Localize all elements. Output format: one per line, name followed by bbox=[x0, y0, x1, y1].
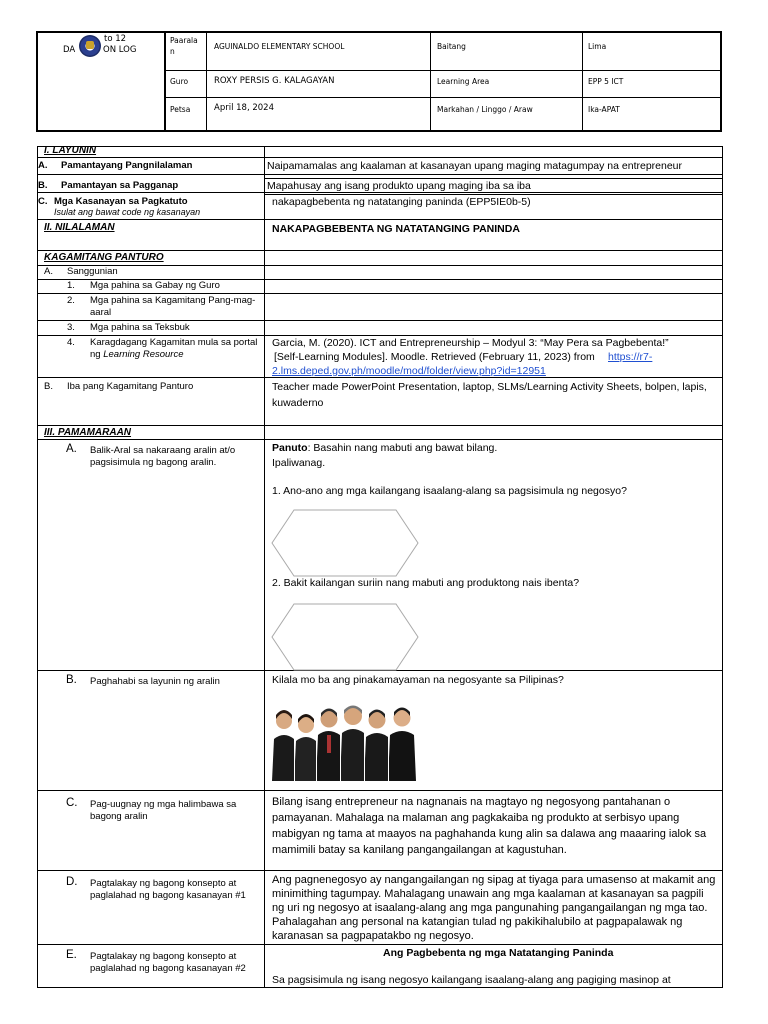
layunin-heading: I. LAYUNIN bbox=[44, 145, 97, 156]
header-divider bbox=[164, 31, 166, 132]
layunin-a-value: Naipamamalas ang kaalaman at kasanayan upang maging matagumpay na entrepreneur bbox=[267, 160, 683, 172]
ipaliwanag-text: Ipaliwanag. bbox=[272, 457, 326, 469]
item2-label-cont: aaral bbox=[90, 307, 112, 318]
kagamitan-b-label: Iba pang Kagamitang Panturo bbox=[67, 381, 194, 392]
step-a-label-cont: pagsisimula ng bagong aralin. bbox=[90, 457, 217, 468]
row-divider bbox=[37, 870, 723, 871]
panuto-label: Panuto bbox=[272, 442, 308, 454]
step-c-label: Pag-uugnay ng mga halimbawa sa bbox=[90, 799, 237, 810]
nilalaman-value: NAKAPAGBEBENTA NG NATATANGING PANINDA bbox=[272, 223, 520, 235]
layunin-c-value: nakapagbebenta ng natatanging paninda (EPP5IE0b-5) bbox=[272, 196, 531, 208]
step-d-paragraph: Ang pagnenegosyo ay nangangailangan ng sipag at tiyaga para umasenso at makamit ang minimithing tagumpay. Mahalagang unawain ang mga kaalaman at kasanayan sa pagpili ng uri ng negosyo at isaalang-alang ang mga pangunahing pangangailangan ng mga tao. Pahalagahan ang personal na katangian tulad ng pakikihalubilo at pagpapalawak ng karanasan sa pagpapatakbo ng negosyo. bbox=[272, 874, 716, 942]
form-title-line2-left: DA bbox=[63, 45, 76, 55]
reference-citation-cont: [Self-Learning Modules]. Moodle. Retrieved (February 11, 2023) from bbox=[274, 351, 595, 363]
kagamitan-a-letter: A. bbox=[44, 266, 53, 277]
column-divider bbox=[264, 146, 265, 988]
teacher-name: ROXY PERSIS G. KALAGAYAN bbox=[214, 76, 335, 86]
paaralan-label: Paarala bbox=[170, 36, 198, 45]
item2-number: 2. bbox=[67, 295, 75, 306]
layunin-a-label: Pamantayang Pangnilalaman bbox=[61, 160, 193, 171]
petsa-label: Petsa bbox=[170, 105, 191, 114]
step-d-label-cont: paglalahad ng bagong kasanayan #1 bbox=[90, 890, 246, 901]
step-c-letter: C. bbox=[66, 797, 78, 809]
layunin-b-label: Pamantayan sa Pagganap bbox=[61, 180, 179, 191]
reference-link[interactable]: https://r7- bbox=[608, 351, 653, 363]
markahan-label: Markahan / Linggo / Araw bbox=[437, 105, 533, 114]
kagamitan-b-letter: B. bbox=[44, 381, 53, 392]
row-divider bbox=[37, 320, 723, 321]
step-e-title: Ang Pagbebenta ng mga Natatanging Paninda bbox=[383, 947, 614, 959]
step-e-label: Pagtalakay ng bagong konsepto at bbox=[90, 951, 237, 962]
header-divider bbox=[206, 31, 207, 132]
step-c-paragraph: Bilang isang entrepreneur na nagnanais na magtayo ng negosyong pantahanan o pamayanan. Mahalaga na malaman ang pagkakaiba ng produkto at serbisyo upang mabigyan ng tama at maayos na paghahanda kung alin sa dalawa ang maaaring ialok sa mamimili batay sa kanilang pangangailangan at kagustuhan. bbox=[272, 796, 707, 856]
row-divider bbox=[37, 790, 723, 791]
item4-number: 4. bbox=[67, 337, 75, 348]
row-divider bbox=[37, 250, 723, 251]
item4-label-italic: Learning Resource bbox=[103, 349, 184, 360]
row-divider bbox=[37, 944, 723, 945]
learning-area-label: Learning Area bbox=[437, 77, 490, 86]
lesson-date: April 18, 2024 bbox=[214, 103, 274, 113]
row-divider bbox=[37, 265, 723, 266]
item4-label-prefix: ng bbox=[90, 349, 101, 360]
row-divider bbox=[37, 174, 723, 175]
step-a-letter: A. bbox=[66, 443, 77, 455]
header-divider bbox=[164, 70, 722, 71]
header-divider bbox=[582, 31, 583, 132]
row-divider bbox=[37, 335, 723, 336]
row-divider bbox=[37, 293, 723, 294]
pamamaraan-heading: III. PAMAMARAAN bbox=[44, 427, 132, 438]
row-divider bbox=[37, 439, 723, 440]
step-d-letter: D. bbox=[66, 876, 78, 888]
row-divider bbox=[37, 157, 723, 158]
row-divider bbox=[37, 219, 723, 220]
businessmen-group-photo bbox=[272, 699, 422, 781]
layunin-b-letter: B. bbox=[38, 180, 48, 191]
layunin-c-letter: C. bbox=[38, 196, 48, 207]
row-divider bbox=[37, 425, 723, 426]
answer-hexagon-2 bbox=[270, 602, 420, 672]
deped-seal-icon bbox=[79, 35, 101, 57]
step-c-label-cont: bagong aralin bbox=[90, 811, 148, 822]
item4-label-cont bbox=[90, 349, 184, 361]
kagamitan-heading: KAGAMITANG PANTURO bbox=[44, 252, 164, 263]
form-title-line2-right: ON LOG bbox=[103, 45, 137, 55]
step-e-letter: E. bbox=[66, 949, 77, 961]
nilalaman-heading: II. NILALAMAN bbox=[44, 222, 115, 233]
item1-label: Mga pahina sa Gabay ng Guro bbox=[90, 280, 220, 291]
form-title-line1: to 12 bbox=[104, 34, 127, 44]
step-b-letter: B. bbox=[66, 674, 77, 686]
step-b-question: Kilala mo ba ang pinakamayaman na negosyante sa Pilipinas? bbox=[272, 674, 564, 686]
question-1: 1. Ano-ano ang mga kailangang isaalang-alang sa pagsisimula ng negosyo? bbox=[272, 485, 627, 497]
reference-citation: Garcia, M. (2020). ICT and Entrepreneurship – Modyul 3: “May Pera sa Pagbebenta!” bbox=[272, 337, 669, 349]
step-e-label-cont: paglalahad ng bagong kasanayan #2 bbox=[90, 963, 246, 974]
learning-area-value: EPP 5 ICT bbox=[588, 77, 624, 86]
paaralan-label-cont: n bbox=[170, 47, 175, 56]
step-d-label: Pagtalakay ng bagong konsepto at bbox=[90, 878, 237, 889]
item4-label: Karagdagang Kagamitan mula sa portal bbox=[90, 337, 258, 348]
layunin-a-letter: A. bbox=[38, 160, 48, 171]
school-name: AGUINALDO ELEMENTARY SCHOOL bbox=[214, 42, 345, 51]
row-divider bbox=[264, 178, 723, 179]
layunin-c-sub: Isulat ang bawat code ng kasanayan bbox=[54, 207, 201, 217]
header-divider bbox=[430, 31, 431, 132]
kagamitan-a-label: Sanggunian bbox=[67, 266, 118, 277]
panuto-text: : Basahin nang mabuti ang bawat bilang. bbox=[307, 442, 498, 454]
answer-hexagon-1 bbox=[270, 508, 420, 578]
row-divider bbox=[264, 194, 723, 195]
step-e-paragraph: Sa pagsisimula ng isang negosyo kailangang isaalang-alang ang pagiging masinop at bbox=[272, 974, 671, 986]
kagamitan-b-value-cont: kuwaderno bbox=[272, 397, 324, 409]
baitang-label: Baitang bbox=[437, 42, 466, 51]
reference-link-cont[interactable]: 2.lms.deped.gov.ph/moodle/mod/folder/view.php?id=12951 bbox=[272, 365, 546, 377]
item3-number: 3. bbox=[67, 322, 75, 333]
kagamitan-b-value: Teacher made PowerPoint Presentation, laptop, SLMs/Learning Activity Sheets, bolpen, lapis, bbox=[272, 381, 707, 393]
step-a-label: Balik-Aral sa nakaraang aralin at/o bbox=[90, 445, 236, 456]
item1-number: 1. bbox=[67, 280, 75, 291]
item2-label: Mga pahina sa Kagamitang Pang-mag- bbox=[90, 295, 256, 306]
header-divider bbox=[164, 97, 722, 98]
panuto-instruction bbox=[272, 442, 497, 455]
baitang-value: Lima bbox=[588, 42, 607, 51]
question-2: 2. Bakit kailangan suriin nang mabuti ang produktong nais ibenta? bbox=[272, 577, 580, 589]
layunin-b-value: Mapahusay ang isang produkto upang maging iba sa iba bbox=[267, 180, 531, 192]
guro-label: Guro bbox=[170, 77, 189, 86]
step-b-label: Paghahabi sa layunin ng aralin bbox=[90, 676, 220, 687]
layunin-c-label: Mga Kasanayan sa Pagkatuto bbox=[54, 196, 188, 207]
item3-label: Mga pahina sa Teksbuk bbox=[90, 322, 190, 333]
markahan-value: Ika-APAT bbox=[588, 105, 620, 114]
